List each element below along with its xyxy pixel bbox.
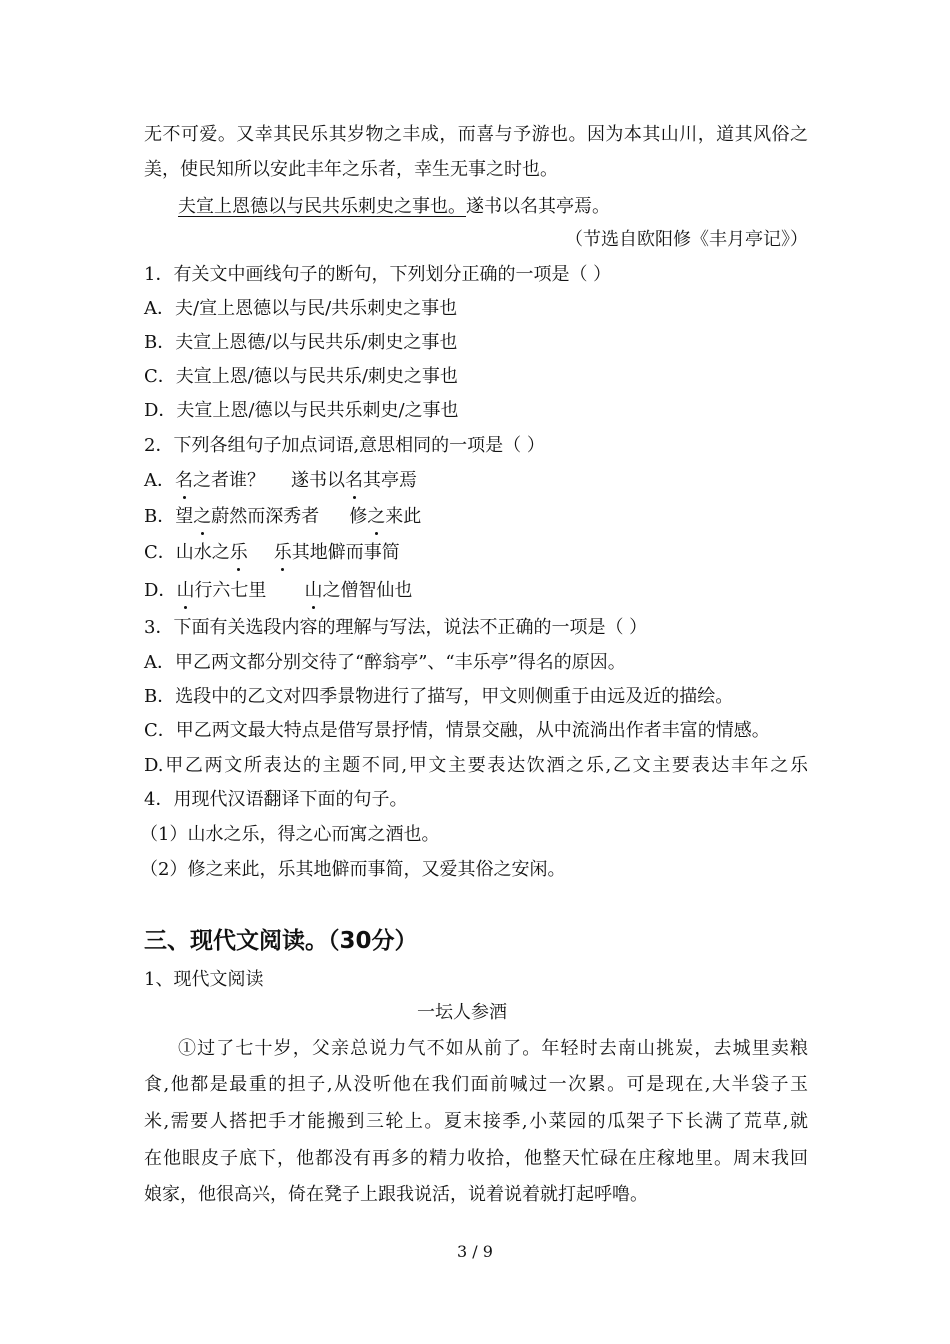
option: C．甲乙两文最大特点是借写景抒情，情景交融，从中流淌出作者丰富的情感。 bbox=[144, 720, 770, 741]
source-citation: （节选自欧阳修《丰月亭记》） bbox=[565, 229, 808, 250]
article-line: 食,他都是最重的担子,从没听他在我们面前喊过一次累。可是现在,大半袋子玉 bbox=[144, 1074, 808, 1095]
question-stem: 2．下列各组句子加点词语,意思相同的一项是（ ） bbox=[144, 435, 545, 456]
text: B．望 bbox=[144, 506, 194, 527]
text: 其亭焉 bbox=[363, 470, 417, 491]
dotted-char: 乐 bbox=[229, 542, 248, 563]
dotted-char: 乐 bbox=[273, 542, 292, 563]
article-title: 一坛人参酒 bbox=[417, 1002, 507, 1023]
passage-line: 美，使民知所以安此丰年之乐者，幸生无事之时也。 bbox=[144, 159, 558, 180]
text: C．山水之 bbox=[144, 542, 230, 563]
translation-item: （2）修之来此，乐其地僻而事简，又爱其俗之安闲。 bbox=[140, 859, 566, 880]
text: A． bbox=[144, 470, 175, 491]
article-line: 娘家，他很高兴，倚在凳子上跟我说活，说着说着就打起呼噜。 bbox=[144, 1184, 648, 1205]
passage-text: 遂书以名其亭焉。 bbox=[466, 196, 610, 217]
option: B．选段中的乙文对四季景物进行了描写，甲文则侧重于由远及近的描绘。 bbox=[144, 686, 734, 707]
dotted-char: 山 bbox=[304, 580, 323, 601]
option bbox=[144, 469, 808, 493]
text: 之者谁？ bbox=[193, 470, 265, 491]
option bbox=[144, 579, 808, 603]
article-line: 米,需要人搭把手才能搬到三轮上。夏末接季,小菜园的瓜架子下长满了荒草,就 bbox=[144, 1111, 808, 1132]
option bbox=[144, 505, 808, 529]
question-stem: 4．用现代汉语翻译下面的句子。 bbox=[144, 789, 408, 810]
passage-line bbox=[144, 195, 808, 219]
subsection-label: 1、现代文阅读 bbox=[144, 969, 264, 990]
page-number: 3 / 9 bbox=[457, 1242, 493, 1261]
question-stem: 3．下面有关选段内容的理解与写法，说法不正确的一项是（ ） bbox=[144, 617, 648, 638]
option: D．夫宣上恩/德以与民共乐刺史/之事也 bbox=[144, 400, 459, 421]
option: C．夫宣上恩/德以与民共乐/刺史之事也 bbox=[144, 366, 458, 387]
dotted-char: 山 bbox=[176, 580, 195, 601]
text: 遂书以 bbox=[291, 470, 345, 491]
question-stem: 1．有关文中画线句子的断句，下列划分正确的一项是（ ） bbox=[144, 264, 612, 285]
section-heading: 三、现代文阅读。（30分） bbox=[144, 928, 418, 954]
text: 来此 bbox=[385, 506, 422, 527]
option: B．夫宣上恩德/以与民共乐/刺史之事也 bbox=[144, 332, 458, 353]
text: 其地僻而事简 bbox=[291, 542, 400, 563]
article-line: ①过了七十岁，父亲总说力气不如从前了。年轻时去南山挑炭，去城里卖粮 bbox=[178, 1038, 808, 1059]
text: 行六七里 bbox=[194, 580, 267, 601]
option: A．甲乙两文都分别交待了“醉翁亭”、“丰乐亭”得名的原因。 bbox=[144, 652, 626, 673]
text: D． bbox=[144, 580, 177, 601]
text: 之僧智仙也 bbox=[322, 580, 413, 601]
passage-line: 无不可爱。又幸其民乐其岁物之丰成，而喜与予游也。因为本其山川，道其风俗之 bbox=[144, 124, 808, 145]
option: A．夫/宣上恩德以与民/共乐刺史之事也 bbox=[144, 298, 458, 319]
translation-item: （1）山水之乐，得之心而寓之酒也。 bbox=[140, 824, 440, 845]
dotted-char: 名 bbox=[345, 470, 363, 491]
dotted-char: 之 bbox=[367, 506, 386, 527]
dotted-char: 名 bbox=[175, 470, 193, 491]
underlined-sentence: 夫宣上恩德以与民共乐刺史之事也。 bbox=[178, 196, 466, 217]
text: 修 bbox=[349, 506, 368, 527]
option bbox=[144, 541, 808, 565]
text: 蔚然而深秀者 bbox=[211, 506, 320, 527]
option: D.甲乙两文所表达的主题不同,甲文主要表达饮酒之乐,乙文主要表达丰年之乐 bbox=[144, 755, 808, 776]
dotted-char: 之 bbox=[193, 506, 212, 527]
article-line: 在他眼皮子底下，他都没有再多的精力收拾，他整天忙碌在庄稼地里。周末我回 bbox=[144, 1148, 808, 1169]
